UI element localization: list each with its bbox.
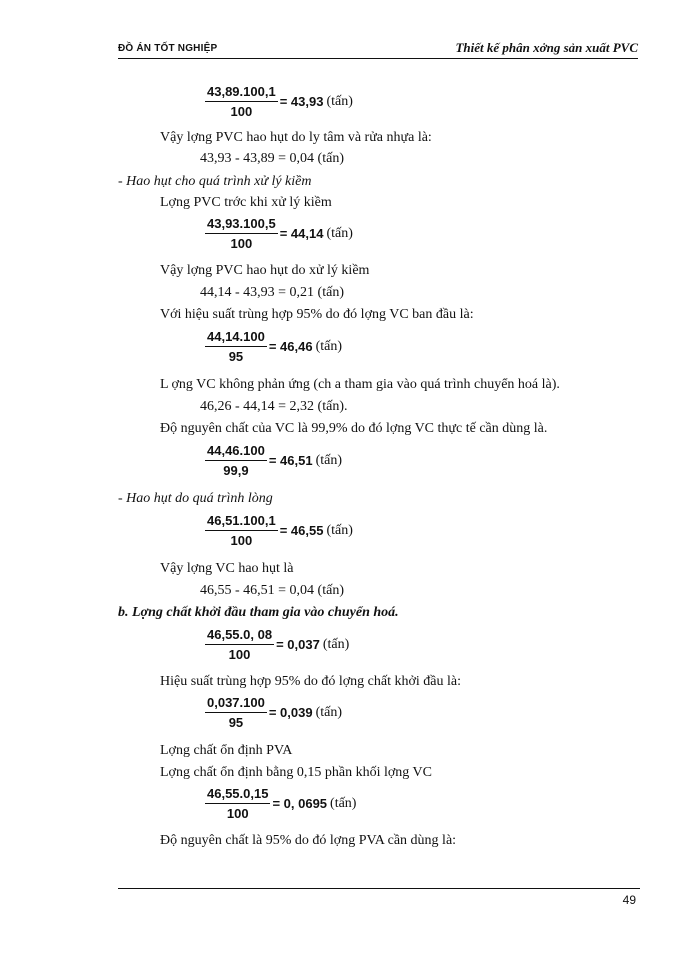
formula-5 bbox=[205, 513, 353, 548]
formula-2 bbox=[205, 216, 353, 251]
result: = 43,93 bbox=[279, 94, 324, 109]
header-divider bbox=[118, 58, 638, 59]
unit: (tấn) bbox=[326, 522, 353, 538]
unit: (tấn) bbox=[315, 338, 343, 354]
denominator: 100 bbox=[230, 104, 253, 119]
denominator: 95 bbox=[228, 715, 244, 730]
numerator: 46,55.0, 08 bbox=[205, 627, 274, 645]
formula-6 bbox=[205, 627, 349, 662]
fraction bbox=[205, 329, 267, 364]
denominator: 100 bbox=[230, 236, 253, 251]
formula-8 bbox=[205, 786, 356, 821]
result: = 0,037 bbox=[276, 637, 320, 652]
formula-7 bbox=[205, 695, 342, 730]
result: = 46,51 bbox=[268, 453, 313, 468]
text-line: Độ nguyên chất là 95% do đó lợng PVA cần dùng là: bbox=[160, 833, 457, 848]
document-header-title: ĐỒ ÁN TỐT NGHIỆP bbox=[118, 43, 218, 54]
fraction bbox=[205, 786, 270, 821]
numerator: 46,51.100,1 bbox=[205, 513, 278, 531]
fraction bbox=[205, 84, 278, 119]
fraction bbox=[205, 627, 274, 662]
denominator: 95 bbox=[228, 349, 244, 364]
text-line: Lợng chất ổn định PVA bbox=[160, 743, 293, 758]
text-line: Độ nguyên chất của VC là 99,9% do đó lợng VC thực tế cần dùng là. bbox=[160, 421, 548, 436]
denominator: 100 bbox=[228, 647, 251, 662]
result: = 46,46 bbox=[268, 339, 313, 354]
formula-3 bbox=[205, 329, 342, 364]
text-line: Lợng chất ổn định bằng 0,15 phần khối lợng VC bbox=[160, 765, 432, 780]
denominator: 100 bbox=[226, 806, 249, 821]
fraction bbox=[205, 443, 267, 478]
section-heading: - Hao hụt cho quá trình xử lý kiềm bbox=[118, 174, 312, 189]
numerator: 44,46.100 bbox=[205, 443, 267, 461]
unit: (tấn) bbox=[315, 452, 343, 468]
document-header-subject: Thiết kế phân xởng sản xuất PVC bbox=[455, 40, 638, 55]
result: = 46,55 bbox=[279, 523, 324, 538]
fraction bbox=[205, 513, 278, 548]
text-line: Lợng PVC trớc khi xử lý kiềm bbox=[160, 195, 332, 210]
text-line: Hiệu suất trùng hợp 95% do đó lợng chất khởi đầu là: bbox=[160, 674, 461, 689]
unit: (tấn) bbox=[326, 225, 353, 241]
fraction bbox=[205, 216, 278, 251]
denominator: 100 bbox=[230, 533, 253, 548]
unit: (tấn) bbox=[326, 93, 353, 109]
unit: (tấn) bbox=[322, 636, 350, 652]
formula-1 bbox=[205, 84, 353, 119]
numerator: 0,037.100 bbox=[205, 695, 267, 713]
text-line: 46,26 - 44,14 = 2,32 (tấn). bbox=[200, 399, 348, 414]
result: = 44,14 bbox=[279, 226, 324, 241]
section-heading: - Hao hụt do quá trình lòng bbox=[118, 491, 273, 506]
denominator: 99,9 bbox=[223, 463, 249, 478]
numerator: 44,14.100 bbox=[205, 329, 267, 347]
section-heading: b. Lợng chất khởi đầu tham gia vào chuyển hoá. bbox=[118, 605, 399, 620]
text-line: 46,55 - 46,51 = 0,04 (tấn) bbox=[200, 583, 344, 598]
text-line: 44,14 - 43,93 = 0,21 (tấn) bbox=[200, 285, 344, 300]
text-line: Với hiệu suất trùng hợp 95% do đó lợng VC ban đầu là: bbox=[160, 307, 474, 322]
text-line: L ợng VC không phản ứng (ch a tham gia vào quá trình chuyển hoá là). bbox=[160, 377, 560, 392]
page-number: 49 bbox=[622, 893, 636, 907]
formula-4 bbox=[205, 443, 342, 478]
text-line: 43,93 - 43,89 = 0,04 (tấn) bbox=[200, 151, 344, 166]
text-line: Vậy lợng VC hao hụt là bbox=[160, 561, 294, 576]
result: = 0,039 bbox=[268, 705, 313, 720]
unit: (tấn) bbox=[315, 704, 343, 720]
fraction bbox=[205, 695, 267, 730]
numerator: 46,55.0,15 bbox=[205, 786, 270, 804]
text-line: Vậy lợng PVC hao hụt do ly tâm và rửa nhựa là: bbox=[160, 130, 432, 145]
footer-divider bbox=[118, 888, 640, 889]
unit: (tấn) bbox=[330, 795, 357, 811]
numerator: 43,89.100,1 bbox=[205, 84, 278, 102]
text-line: Vậy lợng PVC hao hụt do xử lý kiềm bbox=[160, 263, 370, 278]
numerator: 43,93.100,5 bbox=[205, 216, 278, 234]
result: = 0, 0695 bbox=[272, 796, 328, 811]
